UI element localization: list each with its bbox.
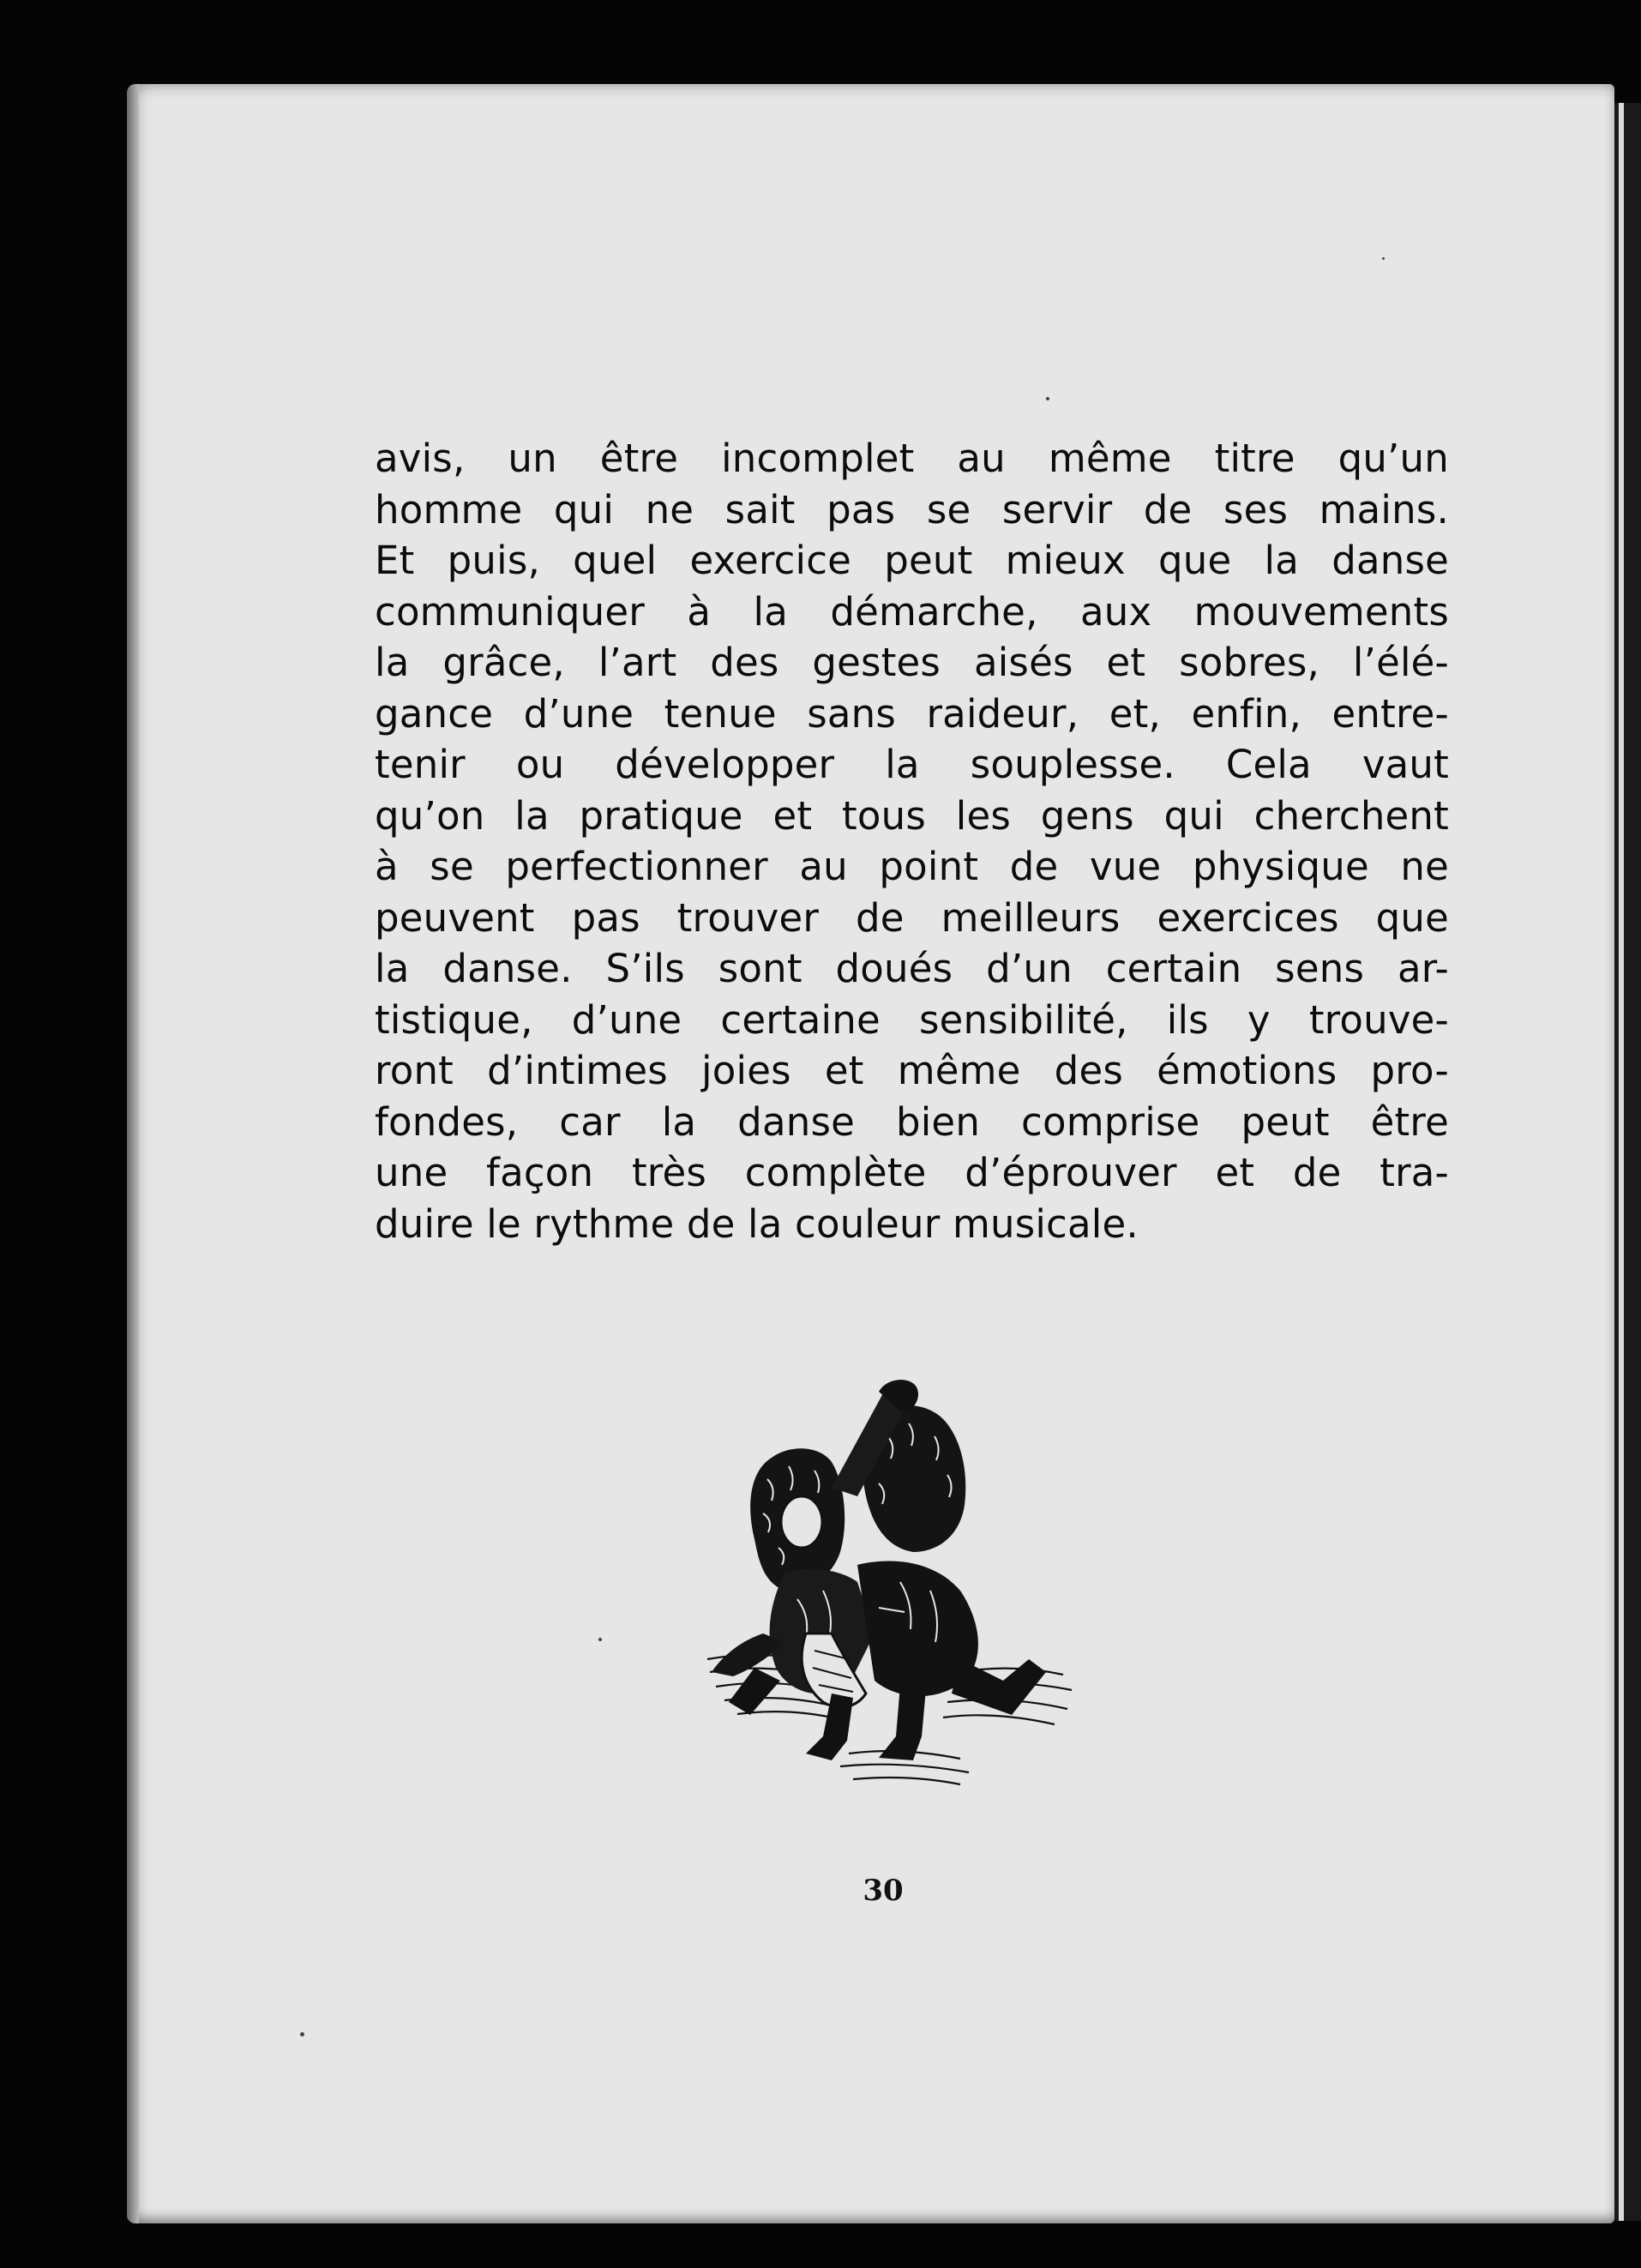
text-line: Et puis, quel exercice peut mieux que la danse	[375, 538, 1449, 583]
page-number: 30	[863, 1874, 904, 1908]
body-paragraph	[375, 433, 1449, 1249]
text-line: duire le rythme de la couleur musicale.	[375, 1200, 1139, 1247]
text-line: peuvent pas trouver de meilleurs exercices que	[375, 894, 1449, 941]
text-line: tistique, d’une certaine sensibilité, ils y trouve-	[375, 996, 1449, 1043]
text-line: gance d’une tenue sans raideur, et, enfin, entre-	[375, 690, 1449, 737]
text-line: tenir ou développer la souplesse. Cela vaut	[375, 742, 1449, 787]
text-line: ront d’intimes joies et même des émotions pro-	[375, 1048, 1449, 1093]
dust-speck	[598, 1638, 602, 1641]
text-line: avis, un être incomplet au même titre qu’un	[375, 436, 1449, 481]
page-left-edge	[127, 84, 139, 2223]
text-line: la danse. S’ils sont doués d’un certain sens ar-	[375, 946, 1449, 991]
text-line: une façon très complète d’éprouver et de tra-	[375, 1150, 1449, 1195]
dancing-children-engraving-icon	[703, 1376, 1080, 1796]
dust-speck	[1382, 257, 1385, 260]
dust-speck	[300, 2032, 304, 2036]
text-line: fondes, car la danse bien comprise peut être	[375, 1098, 1449, 1145]
text-line: à se perfectionner au point de vue physique ne	[375, 844, 1449, 889]
text-line: communiquer à la démarche, aux mouvements	[375, 588, 1449, 635]
dust-speck	[1046, 397, 1049, 400]
text-line: homme qui ne sait pas se servir de ses mains.	[375, 486, 1449, 532]
text-line: qu’on la pratique et tous les gens qui cherchent	[375, 792, 1449, 839]
text-line: la grâce, l’art des gestes aisés et sobres, l’élé-	[375, 640, 1449, 685]
facing-page-edge	[1619, 103, 1624, 2221]
